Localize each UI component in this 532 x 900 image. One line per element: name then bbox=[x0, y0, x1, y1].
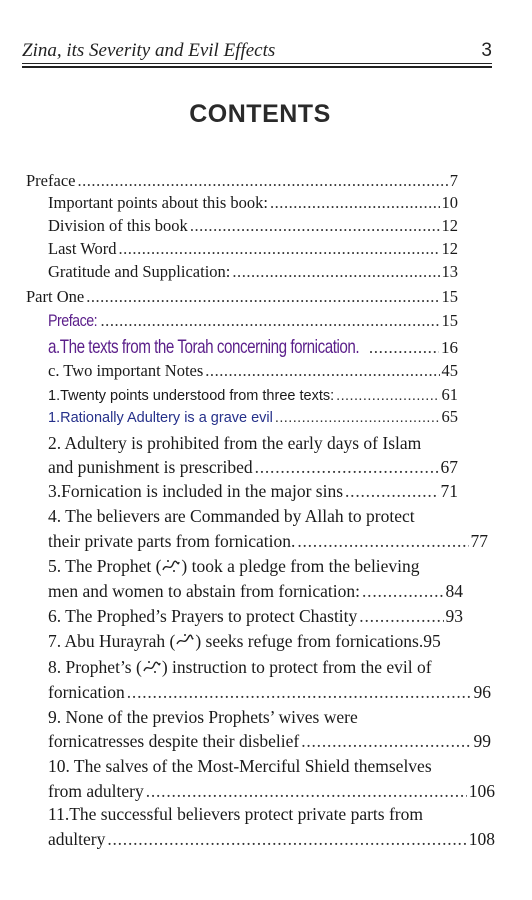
toc-entry[interactable] bbox=[48, 261, 458, 283]
salawat-honorific-icon bbox=[161, 558, 181, 574]
toc-entry[interactable] bbox=[48, 310, 458, 332]
toc-entry-title: Division of this book bbox=[48, 216, 188, 235]
toc-entry-title: 6. The Prophed’s Prayers to protect Chastity bbox=[48, 606, 358, 626]
leader-dots bbox=[107, 828, 466, 850]
toc-entry-title bbox=[48, 630, 423, 652]
toc-entry[interactable] bbox=[48, 630, 491, 652]
leader-dots bbox=[362, 580, 443, 602]
toc-entry-continuation[interactable] bbox=[48, 580, 463, 602]
toc-entry-title: Important points about this book: bbox=[48, 193, 268, 212]
toc-entry-page: 95 bbox=[423, 631, 441, 651]
leader-dots bbox=[190, 215, 440, 237]
toc-entry-title[interactable] bbox=[48, 555, 420, 577]
toc-entry-continuation[interactable] bbox=[48, 730, 491, 752]
toc-entry-title[interactable] bbox=[48, 656, 432, 678]
toc-entry-page: 61 bbox=[441, 385, 458, 404]
radiyallahu-honorific-icon bbox=[175, 633, 195, 649]
toc-entry-page: 106 bbox=[468, 781, 495, 801]
toc-entry-title-part: ) seeks refuge from fornications. bbox=[195, 631, 424, 651]
toc-entry-title-cont: fornication bbox=[48, 682, 125, 702]
toc-entry[interactable] bbox=[48, 192, 458, 214]
leader-dots bbox=[232, 261, 439, 283]
leader-dots bbox=[301, 730, 471, 752]
toc-entry-page: 15 bbox=[441, 287, 458, 306]
toc-entry-page: 12 bbox=[441, 239, 458, 258]
leader-dots bbox=[369, 337, 439, 358]
toc-entry-title[interactable]: 2. Adultery is prohibited from the early days of Islam bbox=[48, 433, 422, 453]
leader-dots bbox=[297, 530, 468, 552]
toc-entry-title[interactable]: 4. The believers are Commanded by Allah to protect bbox=[48, 506, 415, 526]
toc-entry-title: a.The texts from the Torah concerning fornication. bbox=[48, 336, 360, 358]
toc-entry-continuation[interactable] bbox=[48, 681, 491, 703]
toc-entry-page: 84 bbox=[445, 581, 463, 601]
toc-entry-title-part: 8. Prophet’s ( bbox=[48, 657, 142, 677]
toc-entry[interactable] bbox=[48, 605, 463, 627]
leader-dots bbox=[146, 780, 467, 802]
leader-dots bbox=[101, 310, 440, 332]
leader-dots bbox=[127, 681, 472, 703]
toc-entry-continuation[interactable] bbox=[48, 780, 495, 802]
toc-entry-page: 12 bbox=[441, 216, 458, 235]
toc-entry[interactable] bbox=[48, 480, 458, 502]
leader-dots bbox=[275, 407, 440, 428]
toc-entry-title: Last Word bbox=[48, 239, 117, 258]
toc-entry[interactable] bbox=[48, 238, 458, 260]
leader-dots bbox=[336, 385, 439, 406]
toc-entry-page: 10 bbox=[441, 193, 458, 212]
toc-entry-title[interactable]: 10. The salves of the Most-Merciful Shield themselves bbox=[48, 756, 432, 776]
leader-dots bbox=[270, 192, 440, 214]
toc-entry-title: 1.Rationally Adultery is a grave evil bbox=[48, 410, 273, 426]
toc-entry-title: Part One bbox=[26, 287, 85, 306]
leader-dots bbox=[205, 360, 439, 382]
toc-entry[interactable] bbox=[48, 215, 458, 237]
toc-entry-title-cont: from adultery bbox=[48, 781, 144, 801]
toc-entry-page: 71 bbox=[440, 481, 458, 501]
toc-entry-title: Preface bbox=[26, 171, 76, 190]
toc-entry-title: c. Two important Notes bbox=[48, 361, 204, 380]
leader-dots bbox=[118, 238, 439, 260]
toc-entry-title[interactable]: 11.The successful believers protect private parts from bbox=[48, 804, 423, 824]
leader-dots bbox=[345, 480, 438, 502]
toc-entry[interactable] bbox=[48, 406, 458, 428]
toc-entry[interactable] bbox=[48, 360, 458, 382]
toc-entry-title: Preface: bbox=[48, 311, 98, 330]
toc-entry-page: 65 bbox=[441, 407, 458, 426]
toc-entry-title-part: 5. The Prophet ( bbox=[48, 556, 162, 576]
toc-entry-title-part: ) instruction to protect from the evil of bbox=[161, 657, 432, 677]
toc-entry[interactable] bbox=[48, 384, 458, 406]
toc-entry-title-part: 7. Abu Hurayrah ( bbox=[48, 631, 176, 651]
toc-entry-page: 13 bbox=[441, 262, 458, 281]
toc-entry-page: 67 bbox=[440, 457, 458, 477]
toc-entry-page: 77 bbox=[470, 531, 488, 551]
toc-entry-title: 1.Twenty points understood from three texts: bbox=[48, 388, 335, 404]
toc-entry-continuation[interactable] bbox=[48, 530, 488, 552]
leader-dots bbox=[77, 170, 447, 192]
toc-entry[interactable] bbox=[26, 170, 458, 192]
toc-entry-page: 45 bbox=[441, 361, 458, 380]
toc-entry-page: 15 bbox=[441, 311, 458, 330]
leader-dots bbox=[255, 456, 439, 478]
toc-entry-title[interactable]: 9. None of the previos Prophets’ wives were bbox=[48, 707, 358, 727]
toc-entry-page: 7 bbox=[449, 171, 458, 190]
toc-entry-title-cont: their private parts from fornication. bbox=[48, 531, 296, 551]
toc-entry-title-cont: men and women to abstain from fornication: bbox=[48, 581, 361, 601]
toc-entry-page: 108 bbox=[468, 829, 495, 849]
toc-entry-title-cont: fornicatresses despite their disbelief bbox=[48, 731, 300, 751]
toc-entry[interactable] bbox=[26, 286, 458, 308]
contents-heading: CONTENTS bbox=[189, 100, 331, 128]
salawat-honorific-icon bbox=[142, 659, 162, 675]
toc-entry-continuation[interactable] bbox=[48, 828, 495, 850]
toc-entry[interactable] bbox=[48, 336, 458, 358]
leader-dots bbox=[359, 605, 443, 627]
running-title: Zina, its Severity and Evil Effects bbox=[22, 40, 276, 61]
toc-entry-page: 96 bbox=[473, 682, 491, 702]
toc-entry-title-cont: and punishment is prescribed bbox=[48, 457, 253, 477]
toc-entry-page: 99 bbox=[473, 731, 491, 751]
toc-entry-title-part: ) took a pledge from the believing bbox=[181, 556, 420, 576]
toc-entry-page: 93 bbox=[445, 606, 463, 626]
toc-entry-title-cont: adultery bbox=[48, 829, 106, 849]
leader-dots bbox=[86, 286, 439, 308]
page-number: 3 bbox=[481, 40, 492, 61]
toc-entry-title: 3.Fornication is included in the major sins bbox=[48, 481, 344, 501]
toc-entry-page: 16 bbox=[441, 338, 458, 357]
toc-entry-title: Gratitude and Supplication: bbox=[48, 262, 231, 281]
toc-entry-continuation[interactable] bbox=[48, 456, 458, 478]
